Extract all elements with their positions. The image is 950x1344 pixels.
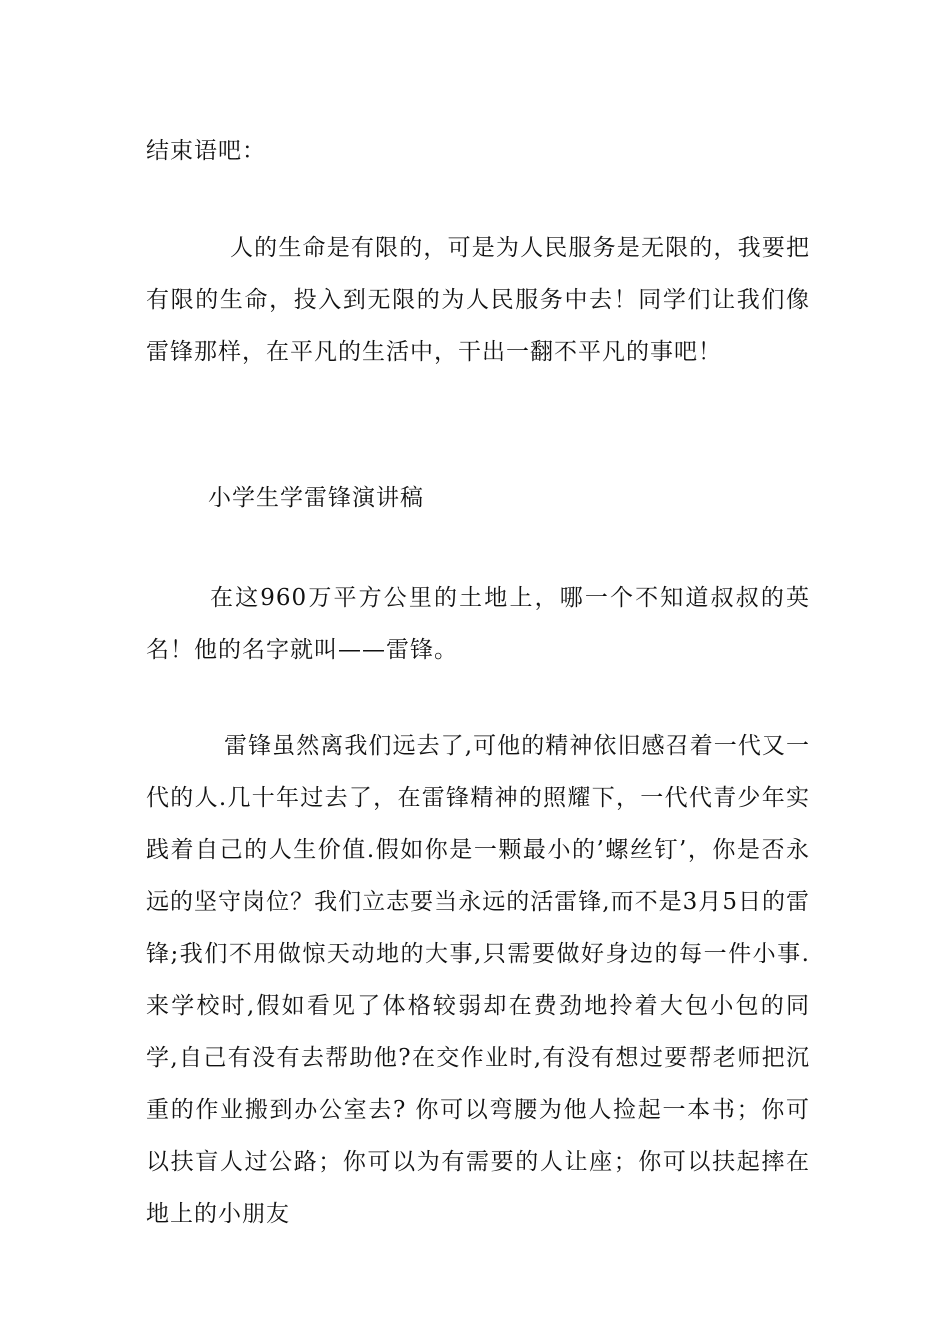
section-title: 小学生学雷锋演讲稿: [208, 485, 424, 511]
speech-paragraph-3: 雷锋虽然离我们远去了,可他的精神依旧感召着一代又一代的人.几十年过去了，在雷锋精神的照耀下，一代代青少年实践着自己的人生价值.假如你是一颗最小的’螺丝钉’，你是否永远的坚守岗位？我们立志要当永远的活雷锋,而不是3月5日的雷锋;我们不用做惊天动地的大事,只需要做好身边的每一件小事.来学校时,假如看见了体格较弱却在费劲地拎着大包小包的同学,自己有没有去帮助他?在交作业时,有没有想过要帮老师把沉重的作业搬到办公室去? 你可以弯腰为他人捡起一本书；你可以扶盲人过公路；你可以为有需要的人让座；你可以扶起摔在地上的小朋友: [146, 733, 810, 1227]
closing-label: 结束语吧：: [146, 138, 266, 164]
speech-paragraph-1: 人的生命是有限的，可是为人民服务是无限的，我要把有限的生命，投入到无限的为人民服务中去！同学们让我们像雷锋那样，在平凡的生活中，干出一翻不平凡的事吧！: [146, 235, 810, 365]
speech-paragraph-2: 在这960万平方公里的土地上，哪一个不知道叔叔的英名！他的名字就叫——雷锋。: [146, 585, 810, 663]
